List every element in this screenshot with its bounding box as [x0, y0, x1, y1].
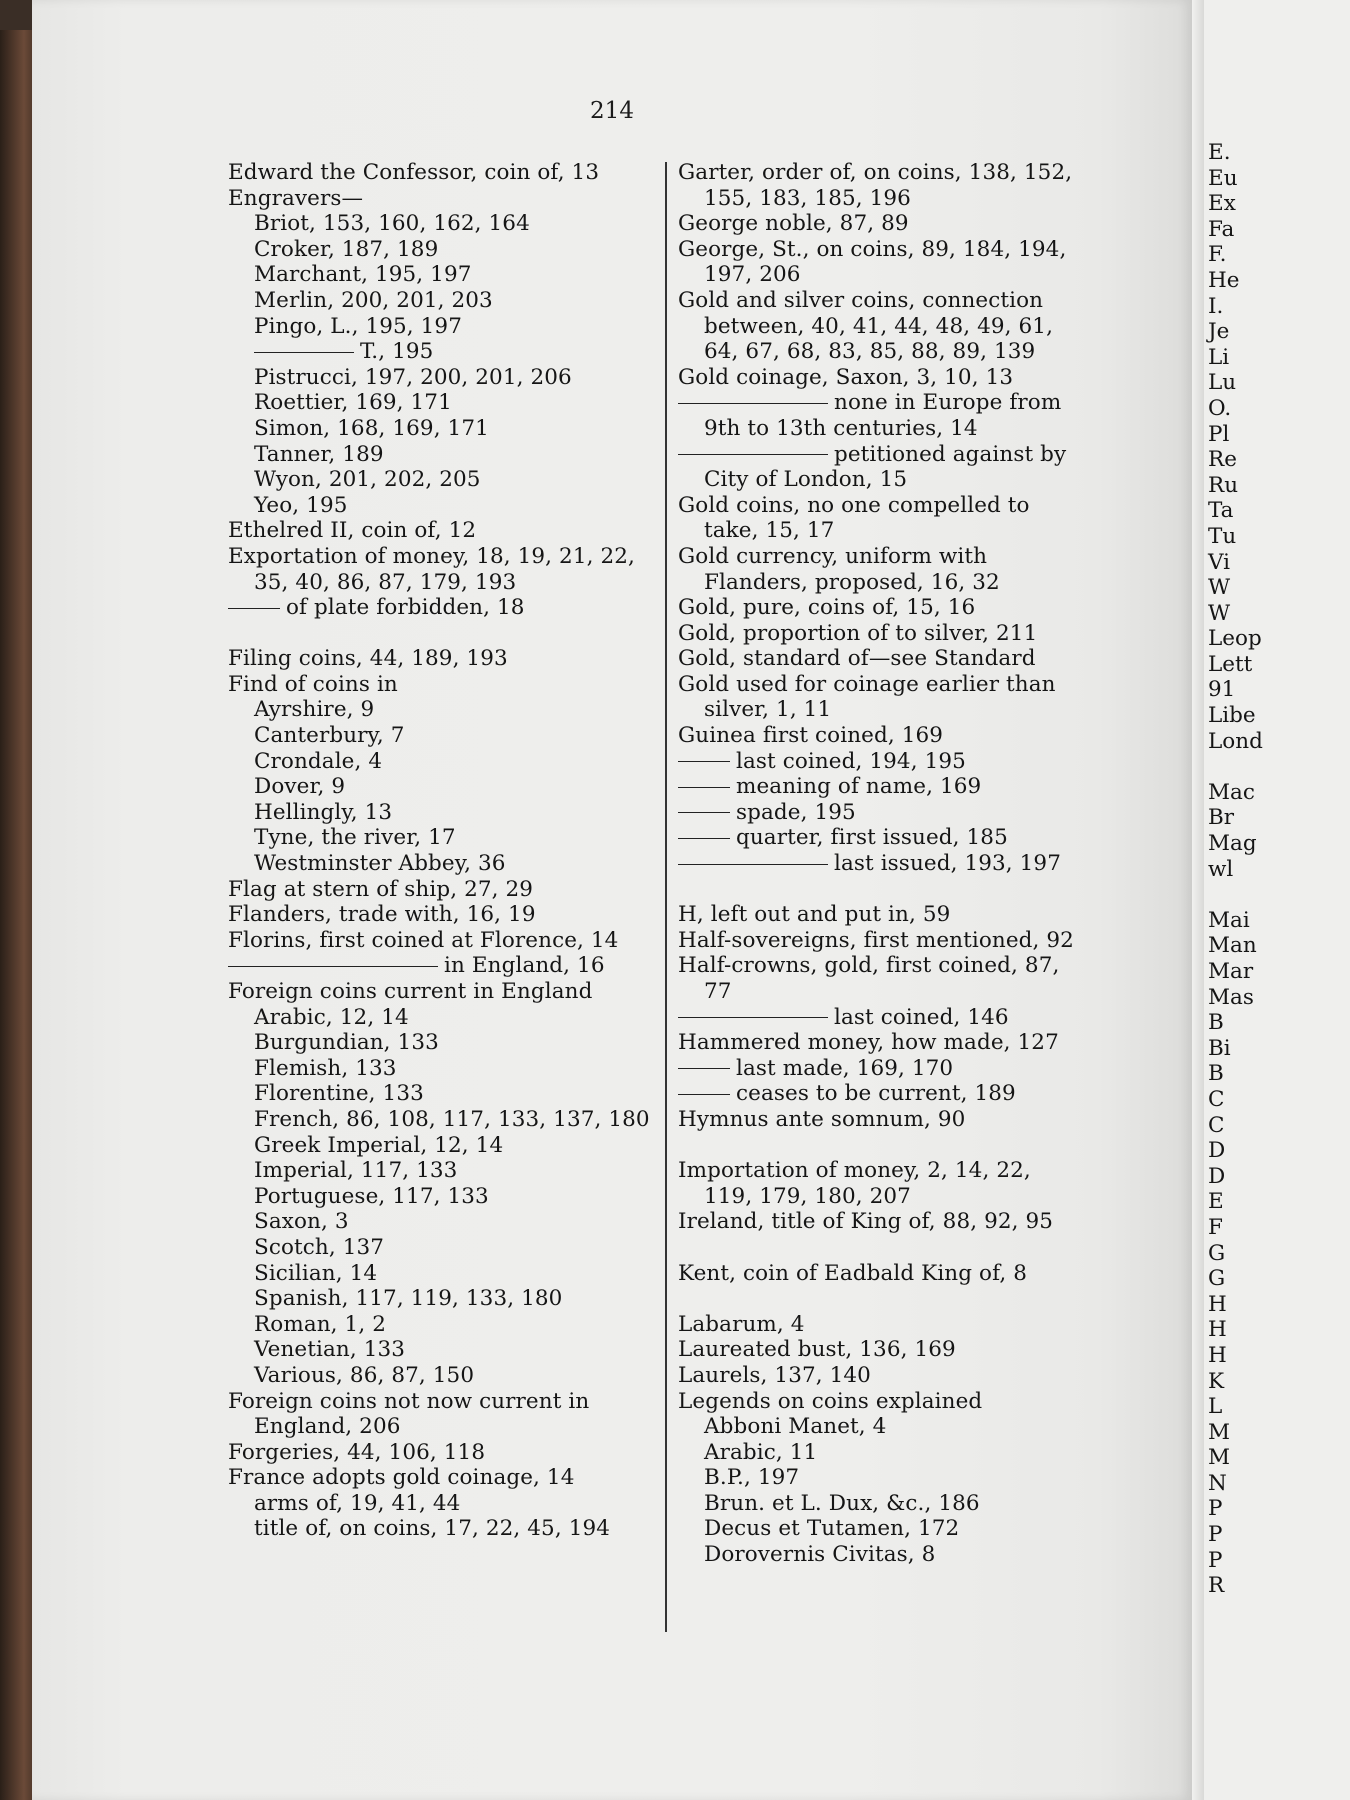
facing-page-fragment: C [1208, 1086, 1225, 1112]
index-entry-text: Tanner, 189 [254, 441, 384, 467]
facing-page-fragment: W [1208, 600, 1231, 626]
facing-page-fragment: F [1208, 1214, 1223, 1240]
index-entry-text: H, left out and put in, 59 [678, 902, 951, 928]
index-entry [228, 1235, 658, 1261]
index-entry-text: Florentine, 133 [254, 1081, 424, 1107]
entry-gap [678, 877, 1082, 903]
index-entry [228, 390, 658, 416]
index-entry [678, 621, 1082, 647]
index-entry [228, 928, 658, 954]
index-column-left [228, 160, 658, 1542]
index-entry-text: Foreign coins current in England [228, 979, 593, 1004]
index-entry-text: Imperial, 117, 133 [254, 1158, 458, 1184]
index-entry-text: in England, 16 [444, 953, 605, 979]
index-entry [678, 442, 1082, 493]
facing-page-fragment: 91 [1208, 677, 1236, 703]
index-entry [678, 160, 1082, 211]
index-entry-text: Croker, 187, 189 [254, 236, 439, 262]
index-entry [228, 1389, 658, 1440]
facing-page-fragment: wl [1208, 856, 1234, 882]
index-entry-text: Arabic, 11 [704, 1439, 818, 1465]
index-entry-text: Roman, 1, 2 [254, 1311, 386, 1337]
index-entry-text: quarter, first issued, 185 [736, 825, 1008, 851]
index-entry [678, 237, 1082, 288]
entry-gap [678, 1133, 1082, 1159]
index-entry [678, 1542, 1082, 1568]
index-entry-text: Arabic, 12, 14 [254, 1004, 409, 1030]
index-entry-text: meaning of name, 169 [736, 774, 982, 800]
index-entry-text: Sicilian, 14 [254, 1260, 378, 1286]
index-entry-text: Saxon, 3 [254, 1209, 349, 1235]
facing-page-fragment: P [1208, 1522, 1223, 1548]
ditto-dash [678, 454, 828, 455]
facing-page-fragment: Tu [1208, 523, 1237, 549]
index-entry-text: Pistrucci, 197, 200, 201, 206 [254, 364, 572, 390]
facing-page-fragment: R [1208, 1573, 1225, 1599]
facing-page-fragment: Mas [1208, 984, 1254, 1010]
ditto-dash [678, 403, 828, 404]
index-entry [228, 160, 658, 186]
index-entry [228, 1056, 658, 1082]
index-entry [228, 1261, 658, 1287]
index-entry [678, 902, 1082, 928]
index-entry [228, 1312, 658, 1338]
index-entry [678, 544, 1082, 595]
facing-page-fragment: Ta [1208, 498, 1234, 524]
index-entry-text: Canterbury, 7 [254, 723, 405, 749]
index-entry [678, 1337, 1082, 1363]
facing-page-fragment: Lu [1208, 370, 1237, 396]
index-entry [678, 1107, 1082, 1133]
index-entry [678, 953, 1082, 1004]
index-entry [228, 365, 658, 391]
facing-page-fragment: H [1208, 1342, 1227, 1368]
index-entry-text: Spanish, 117, 119, 133, 180 [254, 1286, 563, 1312]
index-entry-text: Importation of money, 2, 14, 22, 119, 179, 180, 207 [678, 1158, 1031, 1209]
index-entry [678, 800, 1082, 826]
index-entry [228, 288, 658, 314]
index-entry-text: French, 86, 108, 117, 133, 137, 180 [254, 1106, 650, 1132]
facing-page-fragment: E [1208, 1189, 1224, 1215]
index-entry [228, 1491, 658, 1517]
index-entry [228, 1133, 658, 1159]
ditto-dash [678, 1094, 730, 1095]
index-entry-text: Burgundian, 133 [254, 1030, 439, 1056]
index-entry-text: Labarum, 4 [678, 1311, 805, 1337]
facing-page-fragment: Mac [1208, 779, 1255, 805]
index-entry [228, 237, 658, 263]
ditto-dash [678, 787, 730, 788]
index-entry [228, 646, 658, 672]
index-entry-text: title of, on coins, 17, 22, 45, 194 [254, 1516, 611, 1542]
facing-page-fragment: Br [1208, 805, 1235, 831]
index-column-right [678, 160, 1082, 1568]
index-entry [228, 1286, 658, 1312]
index-entry [228, 186, 658, 212]
index-entry [228, 518, 658, 544]
index-entry [678, 1056, 1082, 1082]
facing-page-fragment: Li [1208, 344, 1230, 370]
index-entry-text: Kent, coin of Eadbald King of, 8 [678, 1260, 1028, 1286]
index-entry [678, 211, 1082, 237]
facing-page-fragment: Eu [1208, 165, 1238, 191]
ditto-dash [678, 812, 730, 813]
index-entry [228, 749, 658, 775]
index-entry-text: Filing coins, 44, 189, 193 [228, 646, 508, 672]
index-entry-text: Laureated bust, 136, 169 [678, 1337, 956, 1363]
index-entry-text: Flanders, trade with, 16, 19 [228, 902, 536, 928]
index-entry-text: Westminster Abbey, 36 [254, 851, 506, 877]
index-entry [678, 595, 1082, 621]
index-entry [228, 1337, 658, 1363]
index-entry [228, 1440, 658, 1466]
ditto-dash [678, 1017, 828, 1018]
index-entry [678, 825, 1082, 851]
index-entry [678, 1389, 1082, 1415]
index-entry-text: last coined, 194, 195 [736, 748, 966, 774]
index-entry [228, 416, 658, 442]
index-entry [228, 697, 658, 723]
index-entry [228, 442, 658, 468]
index-entry [228, 672, 658, 698]
facing-page-fragment: Lett [1208, 651, 1253, 677]
index-entry-text: last coined, 146 [834, 1004, 1009, 1030]
index-entry-text: Portuguese, 117, 133 [254, 1183, 489, 1209]
index-entry-text: Pingo, L., 195, 197 [254, 313, 462, 339]
facing-page-fragment: K [1208, 1368, 1225, 1394]
ditto-dash [254, 352, 354, 353]
index-entry-text: Gold used for coinage earlier than silver, 1, 11 [678, 671, 1056, 723]
facing-page-fragment: O. [1208, 395, 1232, 421]
index-entry-text: Gold coinage, Saxon, 3, 10, 13 [678, 364, 1014, 390]
index-entry [678, 723, 1082, 749]
facing-page-fragment: Mai [1208, 907, 1250, 933]
facing-page-fragment: L [1208, 1394, 1223, 1420]
facing-page-fragment: N [1208, 1470, 1227, 1496]
index-entry-text: Gold coins, no one compelled to take, 15, 17 [678, 492, 1030, 544]
index-entry-text: Venetian, 133 [254, 1337, 406, 1363]
ditto-dash [678, 1068, 730, 1069]
index-entry [228, 953, 658, 979]
index-entry [678, 1005, 1082, 1031]
index-entry-text: Gold, standard of—see Standard [678, 646, 1036, 672]
index-entry-text: Exportation of money, 18, 19, 21, 22, 35, 40, 86, 87, 179, 193 [228, 543, 635, 595]
index-entry-text: Greek Imperial, 12, 14 [254, 1132, 504, 1158]
index-entry [678, 1312, 1082, 1338]
index-entry-text: Guinea first coined, 169 [678, 723, 944, 749]
facing-page-fragment: Leop [1208, 626, 1262, 652]
index-entry [228, 1158, 658, 1184]
facing-page-fragment: Man [1208, 933, 1257, 959]
index-entry-text: Find of coins in [228, 671, 398, 697]
index-entry [678, 1363, 1082, 1389]
facing-page-fragment: Fa [1208, 216, 1235, 242]
index-entry [228, 211, 658, 237]
index-entry [678, 1465, 1082, 1491]
index-entry [228, 1081, 658, 1107]
index-entry [228, 314, 658, 340]
index-entry [228, 1209, 658, 1235]
ditto-dash [228, 608, 280, 609]
index-entry-text: Laurels, 137, 140 [678, 1362, 871, 1388]
index-entry [678, 749, 1082, 775]
index-entry [678, 1030, 1082, 1056]
facing-page-fragment: M [1208, 1419, 1231, 1445]
index-entry [678, 672, 1082, 723]
index-entry-text: Forgeries, 44, 106, 118 [228, 1439, 486, 1465]
index-entry-text: Hymnus ante somnum, 90 [678, 1106, 966, 1132]
facing-page-fragment: G [1208, 1240, 1226, 1266]
facing-page-fragment: B [1208, 1010, 1224, 1036]
index-entry [228, 544, 658, 595]
index-entry-text: Hellingly, 13 [254, 799, 393, 825]
index-entry-text: ceases to be current, 189 [736, 1081, 1016, 1107]
index-entry-text: last made, 169, 170 [736, 1055, 954, 1081]
page-number: 214 [590, 98, 634, 124]
facing-page-fragment: He [1208, 267, 1240, 293]
entry-gap [678, 1235, 1082, 1261]
index-entry [678, 1491, 1082, 1517]
index-entry [678, 1261, 1082, 1287]
facing-page-fragment: I. [1208, 293, 1224, 319]
index-entry [228, 595, 658, 621]
facing-page-fragment: Mag [1208, 831, 1257, 857]
index-entry-text: arms of, 19, 41, 44 [254, 1490, 461, 1516]
index-entry-text: Gold, pure, coins of, 15, 16 [678, 595, 976, 621]
index-entry [678, 1158, 1082, 1209]
index-entry-text: spade, 195 [736, 799, 856, 825]
index-entry [228, 877, 658, 903]
facing-page-fragment: P [1208, 1496, 1223, 1522]
facing-page-fragment: P [1208, 1547, 1223, 1573]
entry-gap [678, 1286, 1082, 1312]
facing-page-fragment: M [1208, 1445, 1231, 1471]
index-entry-text: Florins, first coined at Florence, 14 [228, 927, 619, 953]
facing-page-fragment: C [1208, 1112, 1225, 1138]
index-entry-text: Half-crowns, gold, first coined, 87, 77 [678, 953, 1060, 1004]
facing-page-fragment: Re [1208, 447, 1237, 473]
index-entry [678, 928, 1082, 954]
facing-page-fragment: Lond [1208, 728, 1263, 754]
index-entry-text: Legends on coins explained [678, 1388, 983, 1414]
index-entry-text: Abboni Manet, 4 [704, 1414, 887, 1440]
index-entry-text: Garter, order of, on coins, 138, 152, 155, 183, 185, 196 [678, 160, 1073, 211]
index-entry [678, 390, 1082, 441]
facing-page-fragment: D [1208, 1138, 1226, 1164]
index-entry-text: Foreign coins not now current in England, 206 [228, 1388, 590, 1440]
index-entry-text: Crondale, 4 [254, 748, 383, 774]
index-entry-text: B.P., 197 [704, 1465, 800, 1491]
index-entry-text: none in Europe from 9th to 13th centuries, 14 [704, 390, 1062, 441]
index-entry [228, 339, 658, 365]
index-entry [228, 1516, 658, 1542]
index-entry-text: Tyne, the river, 17 [254, 825, 456, 851]
index-entry [228, 902, 658, 928]
facing-page-fragment: Libe [1208, 703, 1256, 729]
index-entry-text: last issued, 193, 197 [834, 851, 1061, 877]
index-entry [678, 288, 1082, 365]
index-entry [678, 365, 1082, 391]
ditto-dash [678, 838, 730, 839]
facing-page-fragment: B [1208, 1061, 1224, 1087]
index-entry-text: Flemish, 133 [254, 1055, 397, 1081]
index-entry [228, 825, 658, 851]
index-entry-text: Marchant, 195, 197 [254, 262, 472, 288]
index-entry-text: George noble, 87, 89 [678, 211, 909, 237]
index-entry [678, 1081, 1082, 1107]
index-entry [228, 723, 658, 749]
index-entry [228, 1030, 658, 1056]
index-entry-text: Ayrshire, 9 [254, 697, 375, 723]
index-entry [228, 1363, 658, 1389]
index-entry-text: Gold and silver coins, connection between, 40, 41, 44, 48, 49, 61, 64, 67, 68, 83, 85, 88, 89, 139 [678, 287, 1054, 365]
facing-page-fragment: Ru [1208, 472, 1239, 498]
facing-page-fragment: D [1208, 1163, 1226, 1189]
facing-page-fragment: F. [1208, 242, 1227, 268]
index-entry-text: Scotch, 137 [254, 1234, 385, 1260]
index-entry [678, 1209, 1082, 1235]
index-entry-text: of plate forbidden, 18 [286, 595, 525, 621]
index-entry [678, 646, 1082, 672]
facing-page-fragment [1208, 882, 1263, 908]
index-entry [228, 979, 658, 1005]
facing-page-fragment: Vi [1208, 549, 1231, 575]
entry-gap [228, 621, 658, 647]
facing-page-fragment: H [1208, 1317, 1227, 1343]
index-entry-text: Decus et Tutamen, 172 [704, 1516, 960, 1542]
index-entry-text: Ireland, title of King of, 88, 92, 95 [678, 1209, 1054, 1235]
index-entry [228, 262, 658, 288]
index-entry-text: Engravers— [228, 185, 364, 211]
index-entry-text: Merlin, 200, 201, 203 [254, 287, 493, 313]
facing-page [1200, 0, 1350, 1800]
index-entry [228, 851, 658, 877]
index-entry-text: Dover, 9 [254, 774, 346, 800]
index-entry [678, 1440, 1082, 1466]
index-entry-text: Briot, 153, 160, 162, 164 [254, 211, 530, 237]
index-entry [678, 774, 1082, 800]
index-entry-text: France adopts gold coinage, 14 [228, 1465, 575, 1491]
index-entry-text: Flag at stern of ship, 27, 29 [228, 876, 534, 902]
index-entry-text: Edward the Confessor, coin of, 13 [228, 160, 600, 185]
ditto-dash [678, 761, 730, 762]
facing-page-fragment: G [1208, 1266, 1226, 1292]
facing-page-fragment: E. [1208, 140, 1231, 165]
facing-page-fragment: Bi [1208, 1035, 1231, 1061]
index-entry-text: Various, 86, 87, 150 [254, 1362, 475, 1388]
index-entry-text: Wyon, 201, 202, 205 [254, 467, 481, 493]
facing-page-fragment: H [1208, 1291, 1227, 1317]
index-entry [228, 1184, 658, 1210]
column-divider [665, 162, 667, 1632]
index-entry-text: Half-sovereigns, first mentioned, 92 [678, 927, 1074, 953]
index-entry [678, 1516, 1082, 1542]
ditto-dash [228, 966, 438, 967]
index-entry [678, 1414, 1082, 1440]
index-entry-text: Ethelred II, coin of, 12 [228, 518, 477, 544]
facing-page-fragment: Ex [1208, 191, 1236, 217]
index-entry [228, 1005, 658, 1031]
index-entry-text: Yeo, 195 [254, 492, 348, 518]
index-entry-text: Gold currency, uniform with Flanders, proposed, 16, 32 [678, 543, 1000, 595]
index-entry [678, 493, 1082, 544]
index-entry-text: George, St., on coins, 89, 184, 194, 197, 206 [678, 236, 1067, 288]
ditto-dash [678, 864, 828, 865]
index-entry [228, 1107, 658, 1133]
facing-page-fragment: Pl [1208, 421, 1230, 447]
index-entry-text: Gold, proportion of to silver, 211 [678, 620, 1038, 646]
index-entry [678, 851, 1082, 877]
facing-page-fragment: W [1208, 575, 1231, 601]
index-entry-text: petitioned against by City of London, 15 [704, 441, 1067, 493]
facing-page-fragment: Mar [1208, 959, 1254, 984]
index-entry [228, 1465, 658, 1491]
index-entry-text: Hammered money, how made, 127 [678, 1030, 1059, 1056]
index-entry [228, 467, 658, 493]
facing-page-fragment: Je [1208, 319, 1230, 345]
index-entry [228, 800, 658, 826]
index-entry-text: Simon, 168, 169, 171 [254, 415, 489, 441]
facing-page-fragment [1208, 754, 1263, 780]
index-entry-text: Dorovernis Civitas, 8 [704, 1542, 936, 1568]
index-entry-text: T., 195 [360, 339, 434, 365]
index-entry-text: Brun. et L. Dux, &c., 186 [704, 1490, 980, 1516]
facing-page-text [1208, 140, 1263, 1599]
index-entry [228, 774, 658, 800]
index-entry-text: Roettier, 169, 171 [254, 390, 452, 416]
index-entry [228, 493, 658, 519]
